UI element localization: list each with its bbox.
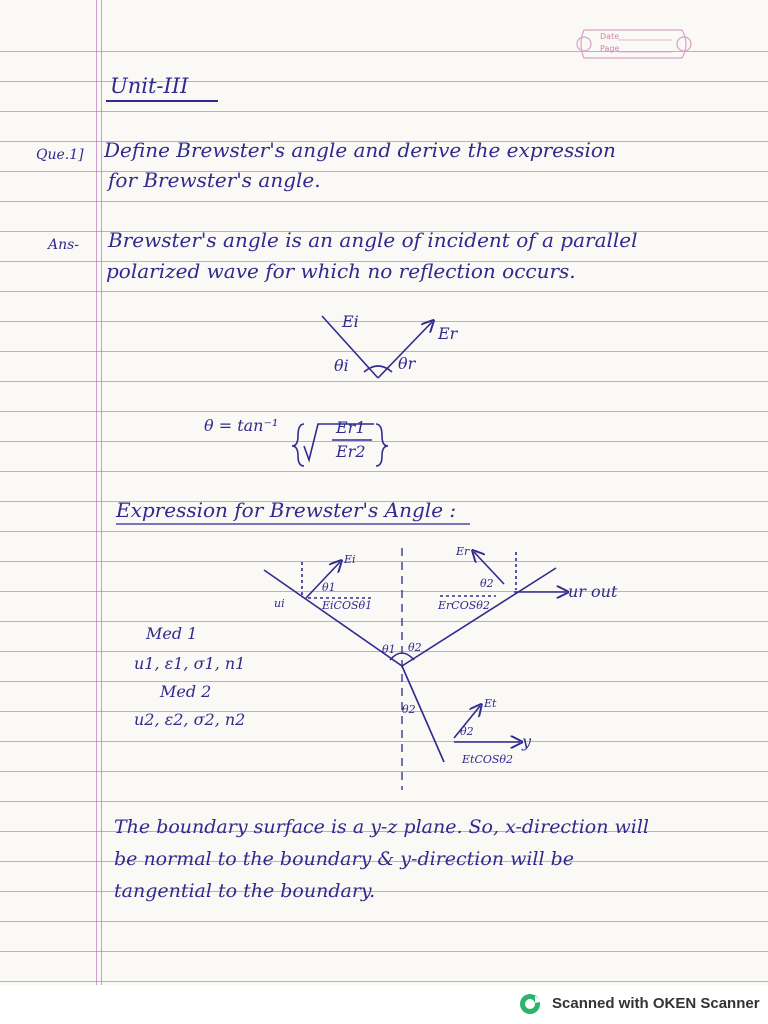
question-label: Que.1]: [36, 147, 84, 163]
question-line-2: for Brewster's angle.: [108, 168, 321, 192]
fig2-theta1-upper: θ1: [322, 581, 336, 594]
expression-heading: Expression for Brewster's Angle :: [116, 498, 457, 522]
fig2-er-cos-label: ErCOSθ2: [438, 599, 490, 612]
fig2-med1-label: Med 1: [146, 624, 198, 643]
formula-numerator: Er1: [336, 418, 366, 437]
formula-lhs: θ = tan⁻¹: [204, 416, 279, 435]
fig2-ur-out-label: ur out: [568, 582, 618, 601]
date-label: Date: [600, 32, 620, 41]
fig2-theta1-lower: θ1: [382, 643, 396, 656]
fig2-ei-cos-label: EiCOSθ1: [322, 599, 373, 612]
fig2-et-cos-label: EtCOSθ2: [462, 753, 514, 766]
fig1-ei-label: Ei: [342, 312, 359, 331]
conclusion-line-1: The boundary surface is a y-z plane. So, x-direction will: [114, 816, 649, 838]
answer-line-1: Brewster's angle is an angle of incident of a parallel: [108, 228, 638, 252]
fig2-reflected-ray: [402, 568, 556, 666]
formula-brace-right: [376, 424, 388, 466]
answer-line-2: polarized wave for which no reflection occurs.: [106, 259, 576, 283]
fig2-er-label: Er: [456, 545, 470, 558]
fig2-theta2-transmit: θ2: [402, 703, 416, 716]
fig2-et-label: Et: [484, 697, 497, 710]
fig2-theta2-lower: θ2: [408, 641, 422, 654]
page-label: Page: [600, 44, 620, 53]
fig2-ui-label: ui: [274, 597, 285, 610]
scanner-footer: [0, 985, 768, 1024]
answer-label: Ans-: [48, 237, 80, 253]
formula-brace-left: [292, 424, 304, 466]
fig2-med2-params: u2, ε2, σ2, n2: [134, 710, 246, 729]
fig1-theta-r-label: θr: [398, 354, 416, 373]
unit-title: Unit-III: [110, 74, 189, 98]
fig1-theta-i-label: θi: [334, 356, 349, 375]
question-line-1: Define Brewster's angle and derive the expression: [104, 138, 616, 162]
oken-scanner-logo-icon: [518, 992, 542, 1016]
fig1-er-label: Er: [438, 324, 458, 343]
fig2-ei-label: Ei: [344, 553, 356, 566]
fig2-med2-label: Med 2: [160, 682, 212, 701]
fig2-theta2-et: θ2: [460, 725, 474, 738]
fig2-y-label: y: [522, 732, 532, 751]
fig2-theta2-upper: θ2: [480, 577, 494, 590]
conclusion-line-2: be normal to the boundary & y-direction will be: [114, 848, 575, 870]
formula-denominator: Er2: [336, 442, 366, 461]
fig2-med1-params: u1, ε1, σ1, n1: [134, 654, 246, 673]
scanner-watermark: Scanned with OKEN Scanner: [552, 995, 760, 1012]
conclusion-line-3: tangential to the boundary.: [114, 880, 376, 902]
